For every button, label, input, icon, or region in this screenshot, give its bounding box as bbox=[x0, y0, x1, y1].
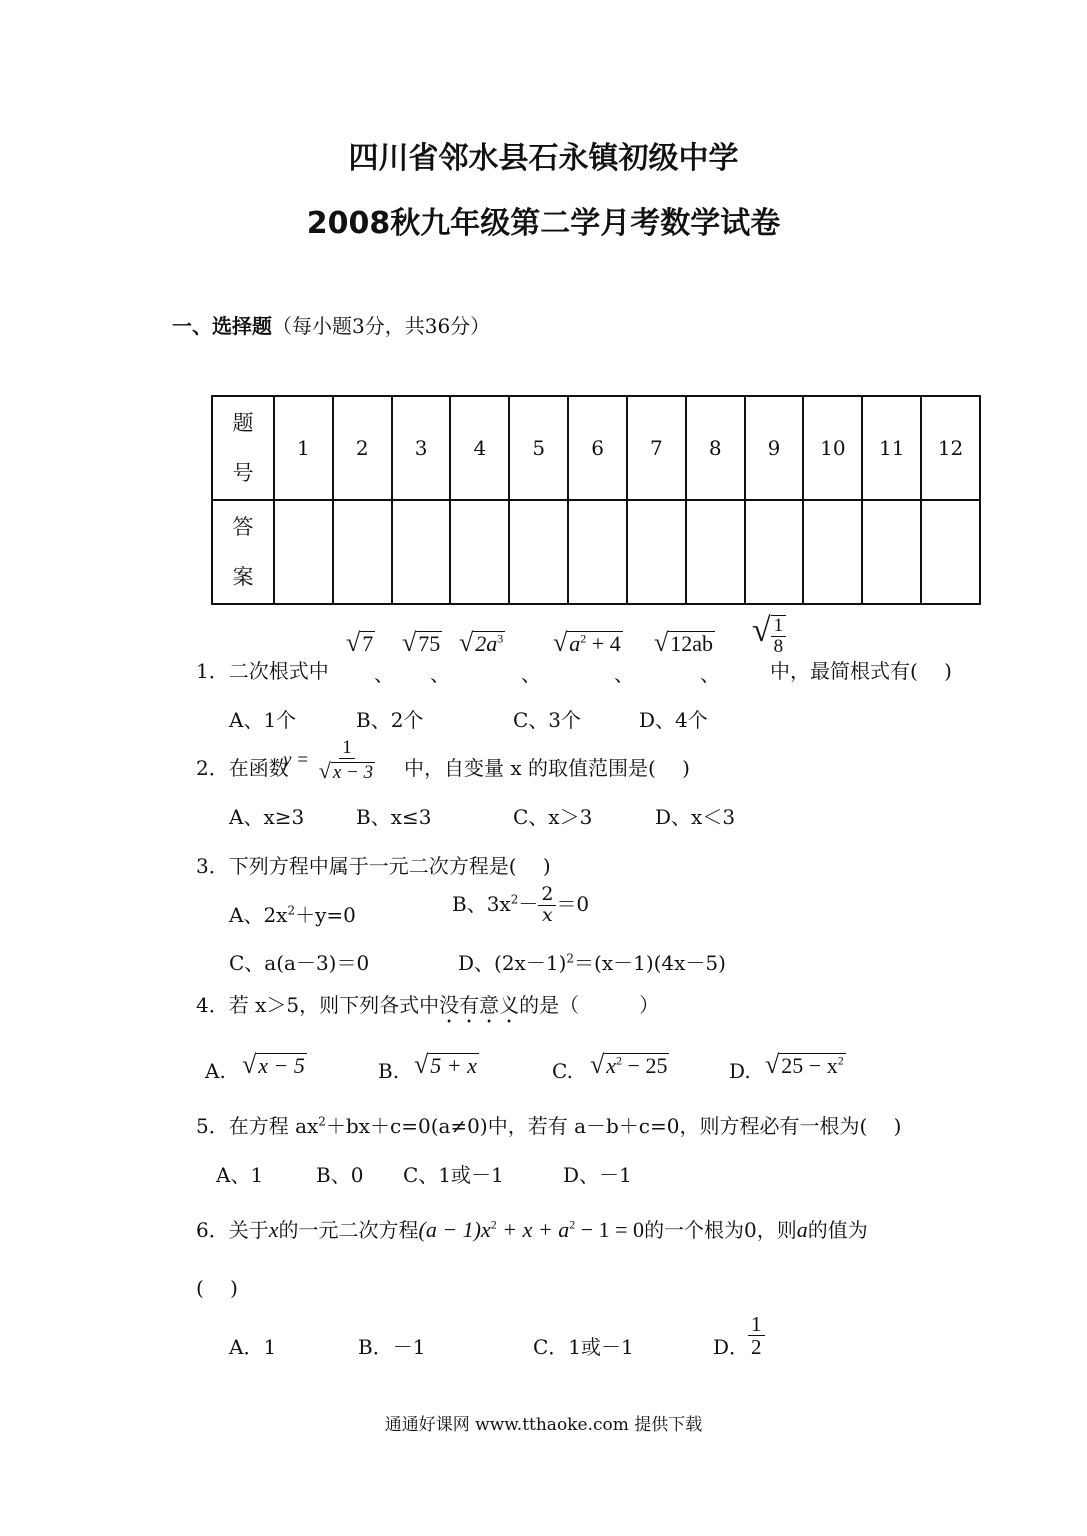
answer-cell[interactable] bbox=[392, 500, 451, 604]
q3-stem: 3．下列方程中属于一元二次方程是( ) bbox=[196, 854, 551, 878]
q2-option-b: B、x≤3 bbox=[356, 805, 432, 829]
answer-cell[interactable] bbox=[274, 500, 333, 604]
q1-option-a: A、1个 bbox=[229, 708, 297, 732]
q5-option-d: D、－1 bbox=[563, 1163, 632, 1187]
q6-option-d-fraction: $\frac{1}{2}$ bbox=[748, 1313, 765, 1358]
question-number-cell: 2 bbox=[333, 396, 392, 500]
answer-cell[interactable] bbox=[450, 500, 509, 604]
question-number-cell: 12 bbox=[921, 396, 980, 500]
question-number-cell: 3 bbox=[392, 396, 451, 500]
question-number-cell: 11 bbox=[862, 396, 921, 500]
q3-option-d: D、$(2x-1)^2=(x-1)(4x-5)$ bbox=[458, 951, 726, 975]
table-answer-label-cell: 答 案 bbox=[212, 500, 274, 604]
q4-option-d-label: D. bbox=[729, 1059, 751, 1083]
q2-option-d: D、x＜3 bbox=[655, 805, 736, 829]
q4-option-c-radical: $√x^2 - 25$ bbox=[590, 1050, 668, 1079]
q1-separator: 、 bbox=[374, 662, 394, 686]
footer-credit: 通通好课网 www.tthaoke.com 提供下载 bbox=[384, 1415, 703, 1435]
q4-emphasis: 没有意义 bbox=[439, 993, 520, 1017]
q1-radical-a2-plus-4: $√a^2 + 4$ bbox=[553, 628, 621, 657]
table-header-cell: 题 号 bbox=[212, 396, 274, 500]
q6-stem: 6．关于x的一元二次方程$(a - 1)x^2 + x + a^2 - 1 = 0$的一个根为0，则a的值为 bbox=[196, 1217, 868, 1242]
q1-option-d: D、4个 bbox=[639, 708, 708, 732]
q6-option-c: C．1或－1 bbox=[533, 1335, 634, 1359]
answer-cell[interactable] bbox=[745, 500, 804, 604]
q2-stem-suffix: 中，自变量 x 的取值范围是( ) bbox=[404, 756, 690, 780]
question-number-cell: 5 bbox=[509, 396, 568, 500]
answer-cell[interactable] bbox=[686, 500, 745, 604]
q1-separator: 、 bbox=[521, 662, 541, 686]
q1-stem-suffix: 中，最简根式有( ) bbox=[770, 659, 952, 683]
q3-option-b: B、$3x^2-$ $\frac{2}{x}$ ＝0 bbox=[452, 883, 590, 926]
q6-option-b: B．－1 bbox=[358, 1335, 426, 1359]
q6-equation: $(a - 1)x^2 + x + a^2 - 1 = 0$ bbox=[418, 1217, 645, 1242]
q1-radical-2a3: $√2a^3$ bbox=[459, 628, 504, 657]
q2-stem-prefix: 2．在函数 bbox=[196, 756, 289, 780]
q6-option-d-label: D． bbox=[713, 1335, 750, 1359]
question-number-cell: 4 bbox=[450, 396, 509, 500]
q3-option-a: A、$2x^2+y=0$ bbox=[229, 903, 356, 927]
question-number-cell: 9 bbox=[745, 396, 804, 500]
q4-option-a-radical: √x − 5 bbox=[242, 1050, 305, 1079]
q1-radical-7: √7 bbox=[346, 628, 374, 657]
q1-stem-prefix: 1．二次根式中 bbox=[196, 659, 329, 683]
answer-table-answer-row bbox=[212, 500, 980, 604]
answer-cell[interactable] bbox=[509, 500, 568, 604]
answer-cell[interactable] bbox=[862, 500, 921, 604]
q3-option-c: C、a(a－3)＝0 bbox=[229, 951, 370, 975]
answer-table-header-row bbox=[212, 396, 980, 500]
answer-cell[interactable] bbox=[333, 500, 392, 604]
q4-option-b-radical: √5 + x bbox=[414, 1050, 477, 1079]
answer-cell[interactable] bbox=[627, 500, 686, 604]
q5-option-a: A、1 bbox=[216, 1163, 264, 1187]
answer-cell[interactable] bbox=[568, 500, 627, 604]
q5-option-c: C、1或－1 bbox=[403, 1163, 504, 1187]
answer-table bbox=[211, 395, 981, 605]
exam-title: 2008秋九年级第二学月考数学试卷 bbox=[306, 206, 781, 241]
q4-option-a-label: A. bbox=[205, 1059, 226, 1083]
q1-separator: 、 bbox=[430, 662, 450, 686]
section-heading bbox=[172, 310, 490, 339]
q1-radical-75: √75 bbox=[402, 628, 441, 657]
section-note: （每小题3分，共36分） bbox=[272, 314, 491, 338]
question-number-cell: 7 bbox=[627, 396, 686, 500]
q1-option-b: B、2个 bbox=[356, 708, 424, 732]
question-number-cell: 1 bbox=[274, 396, 333, 500]
q2-function: y = $\frac{1}{√ x - 3}$ bbox=[283, 737, 374, 783]
answer-cell[interactable] bbox=[803, 500, 862, 604]
q5-stem: 5．在方程 $ax^2+bx+c=0(a\ne 0)$中，若有 a－b＋c=0，则方程必有一根为( ) bbox=[196, 1114, 902, 1138]
q5-option-b: B、0 bbox=[316, 1163, 364, 1187]
q1-separator: 、 bbox=[700, 662, 720, 686]
q4-stem: 4．若 x＞5，则下列各式中没有意义的是（ ） bbox=[196, 993, 660, 1017]
q1-radical-one-eighth: √ $\frac{1}{8}$ bbox=[752, 612, 786, 657]
question-number-cell: 10 bbox=[803, 396, 862, 500]
q4-option-d-radical: $√25 - x^2$ bbox=[765, 1050, 844, 1079]
answer-cell[interactable] bbox=[921, 500, 980, 604]
question-number-cell: 8 bbox=[686, 396, 745, 500]
q1-option-c: C、3个 bbox=[513, 708, 582, 732]
q6-option-a: A．1 bbox=[229, 1335, 277, 1359]
q6-answer-paren: ( ) bbox=[196, 1276, 238, 1300]
q1-radical-12ab: √12ab bbox=[654, 628, 714, 657]
q4-option-b-label: B. bbox=[378, 1059, 400, 1083]
q2-option-c: C、x＞3 bbox=[513, 805, 593, 829]
section-label: 一、选择题 bbox=[172, 314, 272, 338]
q2-option-a: A、x≥3 bbox=[229, 805, 305, 829]
q1-separator: 、 bbox=[614, 662, 634, 686]
q4-option-c-label: C. bbox=[552, 1059, 573, 1083]
question-number-cell: 6 bbox=[568, 396, 627, 500]
exam-school-title: 四川省邻水县石永镇初级中学 bbox=[348, 141, 739, 176]
